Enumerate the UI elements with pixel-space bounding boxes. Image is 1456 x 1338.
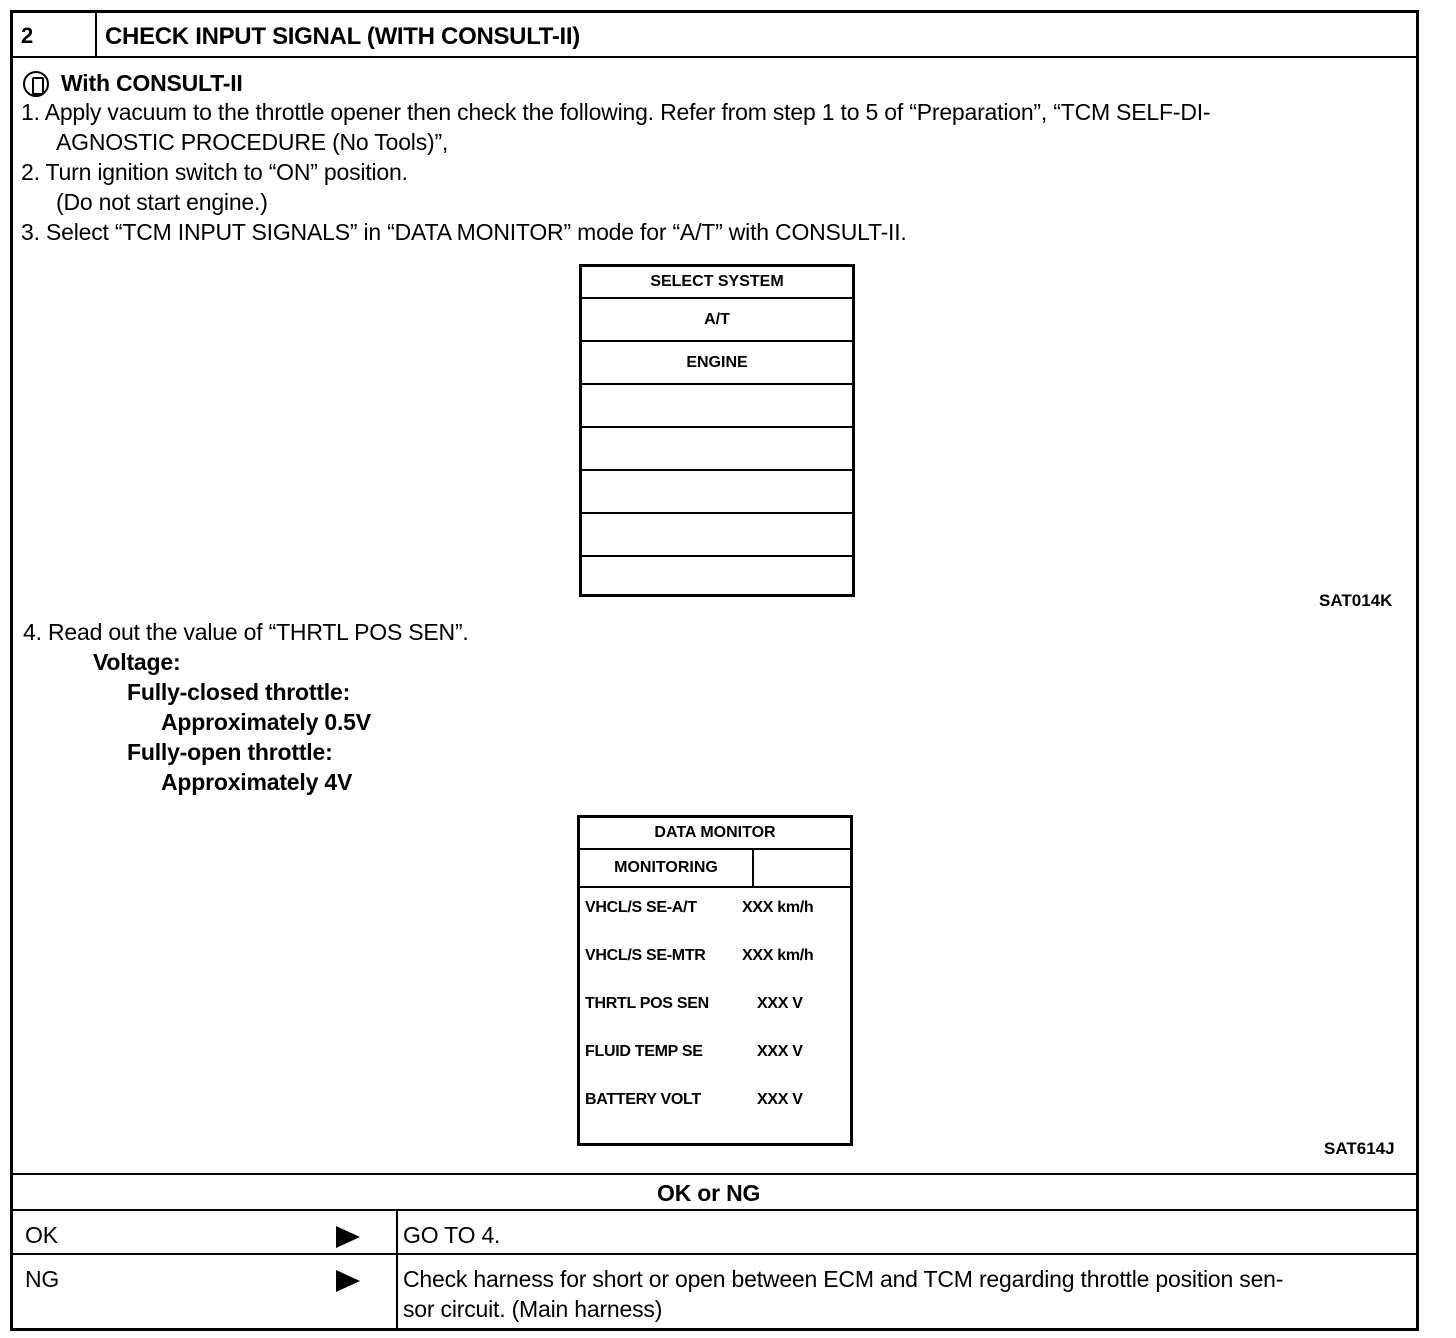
fully-open-value: Approximately 4V xyxy=(161,769,353,795)
result-column-divider xyxy=(396,1209,398,1328)
fully-closed-label: Fully-closed throttle: xyxy=(127,679,351,705)
figure-code-sat614j: SAT614J xyxy=(1324,1139,1395,1158)
procedure-frame xyxy=(10,10,1419,1331)
result-divider xyxy=(13,1173,1416,1175)
ok-arrow-icon xyxy=(336,1226,360,1248)
ok-label: OK xyxy=(25,1222,58,1248)
step4-text: 4. Read out the value of “THRTL POS SEN”. xyxy=(23,619,469,645)
data-monitor-title: DATA MONITOR xyxy=(580,818,850,850)
monitor-item-name: THRTL POS SEN xyxy=(585,995,709,1012)
select-system-item-engine[interactable]: ENGINE xyxy=(582,342,852,385)
step2-line2: (Do not start engine.) xyxy=(56,189,268,215)
monitoring-label: MONITORING xyxy=(580,850,754,886)
ok-action: GO TO 4. xyxy=(403,1222,501,1248)
result-table-top xyxy=(13,1209,1416,1211)
select-system-screen xyxy=(579,264,855,597)
consult-icon xyxy=(23,71,49,97)
header-divider xyxy=(95,13,97,58)
monitoring-row xyxy=(580,850,850,888)
step3-text: 3. Select “TCM INPUT SIGNALS” in “DATA MONITOR” mode for “A/T” with CONSULT-II. xyxy=(21,219,907,245)
step-number: 2 xyxy=(21,23,34,48)
ng-label: NG xyxy=(25,1266,60,1292)
select-system-item-at[interactable]: A/T xyxy=(582,299,852,342)
monitor-item-value: XXX V xyxy=(757,1043,803,1060)
fully-open-label: Fully-open throttle: xyxy=(127,739,333,765)
monitor-item-value: XXX km/h xyxy=(742,899,814,916)
step2-line1: 2. Turn ignition switch to “ON” position. xyxy=(21,159,408,185)
step-title: CHECK INPUT SIGNAL (WITH CONSULT-II) xyxy=(105,23,580,50)
monitor-item-name: BATTERY VOLT xyxy=(585,1091,701,1108)
voltage-label: Voltage: xyxy=(93,649,181,675)
data-monitor-screen xyxy=(577,815,853,1146)
monitor-item-name: VHCL/S SE-MTR xyxy=(585,947,706,964)
ng-action-line1: Check harness for short or open between ECM and TCM regarding throttle position sen- xyxy=(403,1266,1284,1292)
step-header xyxy=(13,13,1416,58)
monitor-item-value: XXX km/h xyxy=(742,947,814,964)
monitor-item-name: FLUID TEMP SE xyxy=(585,1043,703,1060)
select-system-title: SELECT SYSTEM xyxy=(582,267,852,299)
fully-closed-value: Approximately 0.5V xyxy=(161,709,371,735)
select-system-empty-row xyxy=(582,385,852,428)
monitor-item-value: XXX V xyxy=(757,1091,803,1108)
step1-line1: 1. Apply vacuum to the throttle opener then check the following. Refer from step 1 to 5 of “Preparation”, “TCM SELF-DI- xyxy=(21,99,1211,125)
figure-code-sat014k: SAT014K xyxy=(1319,591,1393,610)
result-row-divider xyxy=(13,1253,1416,1255)
select-system-empty-row xyxy=(582,428,852,471)
ng-arrow-icon xyxy=(336,1270,360,1292)
ng-action-line2: sor circuit. (Main harness) xyxy=(403,1296,663,1322)
select-system-empty-row xyxy=(582,471,852,514)
monitor-item-name: VHCL/S SE-A/T xyxy=(585,899,697,916)
monitor-item-value: XXX V xyxy=(757,995,803,1012)
with-consult-label: With CONSULT-II xyxy=(61,70,243,96)
step1-line2: AGNOSTIC PROCEDURE (No Tools)”, xyxy=(56,129,449,155)
ok-or-ng-heading: OK or NG xyxy=(657,1180,761,1206)
select-system-empty-row xyxy=(582,514,852,557)
